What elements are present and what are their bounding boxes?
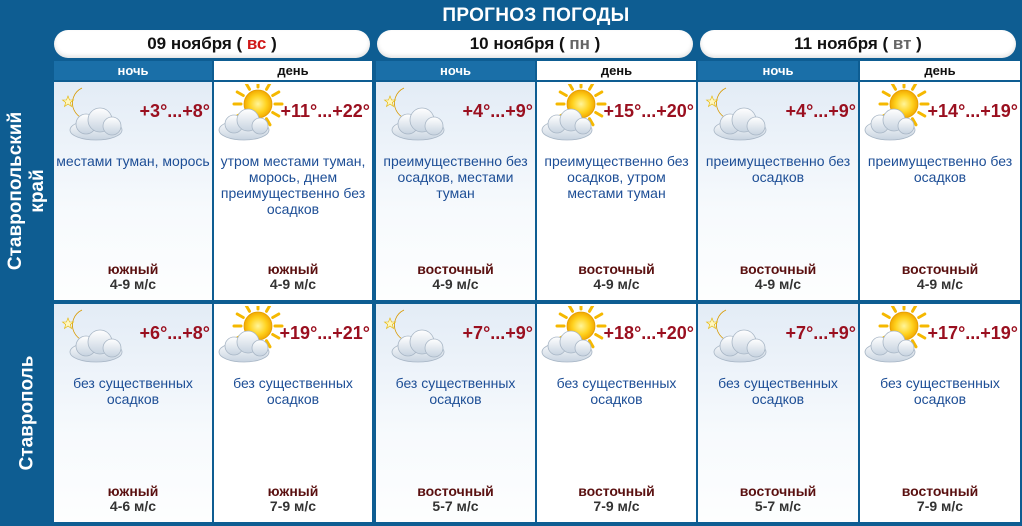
- page-title: ПРОГНОЗ ПОГОДЫ: [442, 5, 630, 26]
- wind-direction: восточный: [578, 261, 655, 277]
- row-label-city: [2, 304, 52, 522]
- wind-speed: 4-9 м/с: [916, 276, 964, 292]
- temperature: +7°...+9°: [785, 323, 856, 343]
- date-label: 11 ноября: [794, 34, 878, 53]
- period-header-night: ночь: [698, 61, 858, 80]
- forecast-cell: [214, 304, 372, 522]
- sun-cloud-icon: [862, 306, 934, 366]
- wind-speed: 7-9 м/с: [916, 498, 964, 514]
- wind-direction: восточный: [739, 483, 817, 499]
- weekday-label: пн: [569, 34, 590, 53]
- wind-speed: 4-9 м/с: [109, 276, 157, 292]
- wind-speed: 4-6 м/с: [109, 498, 157, 514]
- temperature: +18°...+20°: [603, 323, 694, 343]
- forecast-cell: [54, 304, 212, 522]
- sun-cloud-icon: [216, 306, 288, 366]
- moon-cloud-icon: [56, 306, 128, 366]
- temperature: +4°...+9°: [785, 101, 856, 121]
- wind-direction: восточный: [901, 483, 979, 499]
- forecast-cell: [860, 304, 1020, 522]
- wind-speed: 4-9 м/с: [269, 276, 317, 292]
- forecast-cell: [537, 82, 696, 300]
- temperature: +19°...+21°: [279, 323, 370, 343]
- weather-description: утром местами туман, морось, днем преимущественно без осадков: [220, 153, 366, 217]
- temperature: +17°...+19°: [927, 323, 1018, 343]
- period-header-day: день: [860, 61, 1020, 80]
- date-label: 09 ноября: [147, 34, 232, 53]
- forecast-cell: [860, 82, 1020, 300]
- weather-description: без существенных осадков: [556, 375, 677, 407]
- moon-cloud-icon: [378, 84, 450, 144]
- period-header-night: ночь: [376, 61, 535, 80]
- wind-direction: восточный: [417, 483, 494, 499]
- weather-description: преимущественно без осадков: [705, 153, 851, 185]
- wind-speed: 4-9 м/с: [754, 276, 802, 292]
- wind-speed: 7-9 м/с: [269, 498, 317, 514]
- weather-description: без существенных осадков: [395, 375, 516, 407]
- weekday-label: вт: [892, 34, 912, 53]
- forecast-cell: [376, 82, 535, 300]
- weather-description: без существенных осадков: [718, 375, 838, 407]
- moon-cloud-icon: [700, 306, 772, 366]
- temperature: +4°...+9°: [462, 101, 533, 121]
- temperature: +15°...+20°: [603, 101, 694, 121]
- wind-direction: южный: [267, 483, 319, 499]
- date-header-2: 10 ноября ( пн ): [377, 30, 693, 58]
- weather-description: без существенных осадков: [73, 375, 193, 407]
- wind-speed: 5-7 м/с: [754, 498, 802, 514]
- period-header-night: ночь: [54, 61, 212, 80]
- temperature: +6°...+8°: [139, 323, 210, 343]
- wind-speed: 7-9 м/с: [593, 498, 640, 514]
- weather-description: преимущественно без осадков, утром местами туман: [544, 153, 689, 201]
- wind-speed: 5-7 м/с: [432, 498, 479, 514]
- weather-description: без существенных осадков: [233, 375, 353, 407]
- forecast-cell: [698, 82, 858, 300]
- wind-direction: южный: [267, 261, 319, 277]
- date-header-1: 09 ноября ( вс ): [54, 30, 370, 58]
- wind-direction: южный: [107, 483, 159, 499]
- wind-direction: восточный: [417, 261, 494, 277]
- row-label-region: [2, 82, 52, 300]
- moon-cloud-icon: [700, 84, 772, 144]
- temperature: +3°...+8°: [139, 101, 210, 121]
- moon-cloud-icon: [56, 84, 128, 144]
- wind-direction: восточный: [578, 483, 655, 499]
- sun-cloud-icon: [539, 306, 611, 366]
- wind-speed: 4-9 м/с: [593, 276, 640, 292]
- temperature: +14°...+19°: [927, 101, 1018, 121]
- period-header-day: день: [214, 61, 372, 80]
- weather-description: преимущественно без осадков, местами туман: [383, 153, 528, 201]
- city-name: Ставрополь: [16, 355, 38, 471]
- forecast-cell: [376, 304, 535, 522]
- temperature: +7°...+9°: [462, 323, 533, 343]
- weather-description: без существенных осадков: [880, 375, 1000, 407]
- wind-direction: восточный: [739, 261, 817, 277]
- wind-direction: южный: [107, 261, 159, 277]
- sun-cloud-icon: [539, 84, 611, 144]
- sun-cloud-icon: [862, 84, 934, 144]
- moon-cloud-icon: [378, 306, 450, 366]
- region-name: Ставропольский край: [5, 111, 48, 271]
- forecast-cell: [698, 304, 858, 522]
- weekday-label: вс: [246, 34, 267, 53]
- weather-description: преимущественно без осадков: [867, 153, 1013, 185]
- weather-description: местами туман, морось: [56, 153, 210, 169]
- wind-speed: 4-9 м/с: [432, 276, 479, 292]
- date-header-3: 11 ноября ( вт ): [700, 30, 1016, 58]
- date-label: 10 ноября: [469, 34, 555, 53]
- wind-direction: восточный: [901, 261, 979, 277]
- sun-cloud-icon: [216, 84, 288, 144]
- forecast-cell: [214, 82, 372, 300]
- forecast-cell: [537, 304, 696, 522]
- temperature: +11°...+22°: [280, 101, 370, 121]
- period-header-day: день: [537, 61, 696, 80]
- forecast-cell: [54, 82, 212, 300]
